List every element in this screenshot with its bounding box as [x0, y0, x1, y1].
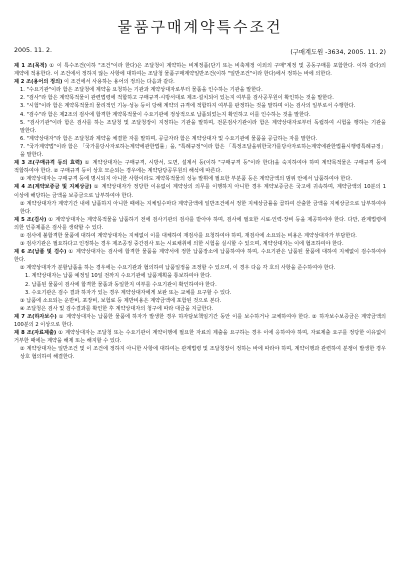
clause-paragraph	[14, 143, 386, 159]
document-revision: (구매계도원 -3634, 2005. 11. 2)	[290, 49, 386, 56]
clause-paragraph	[14, 94, 386, 102]
clause-paragraph	[14, 305, 386, 313]
article-heading: 제 1 조(목적)	[14, 63, 48, 69]
paragraph-text: 6. "계약상대자"라 함은 조달청과 계약을 체결한 자를 말하며, 공급자라 함은 계약상대자 및 수요기관에 물품을 공급하는 자를 말한다.	[20, 135, 318, 142]
paragraph-text: ② 계약상대자가 분할납품을 하는 경우에는 수요기관과 협의하여 납품일정을 조정할 수 있으며, 이 경우 다음 각 호의 사항을 준수하여야 한다.	[20, 265, 336, 272]
article-heading: 제 5 조(검사)	[14, 216, 47, 223]
clause-paragraph	[14, 111, 386, 119]
paragraph-text: 4. "검수"라 함은 제2조의 검사에 합격한 계약목적물이 수요기관에 정상적으로 납품되었는지 확인하고 이를 인수하는 것을 말한다.	[20, 111, 311, 118]
paragraph-text: ① 이 특수조건(이하 "조건"이라 한다)은 조달청이 계약하는 비계정품(단기 또는 비축계정 이외의 구매"계정 및 공동구매를 포함한다. 이하 같다)의 계약에 적용한다. 이 조건에서 정하지 않는 사항에 대하여는 조달청 물품구매계약일반조건(이하 "일반조건"이라 한다)에서 정하는 바에 의한다.	[14, 63, 386, 78]
document-date: 2005. 11. 2.	[14, 47, 53, 54]
article-paragraph	[14, 183, 386, 199]
paragraph-text: 5. "검사기관"이라 함은 검사를 하는 조달청 및 조달청장이 지정하는 기관을 말하며, 전문검사기관이라 함은 계약상대자로부터 독립하여 시험을 행하는 기관을 말한다.	[20, 119, 386, 134]
article-heading: 제 2 조(용어의 정의)	[14, 79, 63, 86]
clause-paragraph	[14, 135, 386, 143]
article-heading: 제 6 조(납품 및 검수)	[14, 249, 67, 256]
paragraph-text: ② 검사에 불합격한 물품에 대하여 계약상대자는 지체없이 이를 대체하여 재검사를 요청하여야 하며, 재검사에 소요되는 비용은 계약상대자가 부담한다.	[20, 232, 357, 239]
paragraph-text: ① 계약상대자가 정당한 이유없이 계약상의 의무를 이행하지 아니한 경우 계약보증금은 국고에 귀속하며, 계약금액의 10분의 1 이상에 해당하는 금액을 보증금으로 납부하여야 한다.	[14, 184, 386, 199]
clause-paragraph	[14, 297, 386, 305]
document-title: 물품구매계약특수조건	[117, 18, 283, 36]
clause-paragraph	[14, 240, 386, 248]
paragraph-text: ② 계약상대자는 일반조건 및 이 조건에 정하지 아니한 사항에 대하여는 관계법령 및 조달청장이 정하는 바에 따라야 하며, 계약이행과 관련하여 분쟁이 발생한 경우 상호 협의하여 해결한다.	[20, 346, 386, 361]
article-paragraph	[14, 62, 386, 78]
article-heading: 제 7 조(하자보수)	[14, 313, 57, 320]
document-body	[14, 62, 386, 361]
clause-paragraph	[14, 86, 386, 94]
clause-paragraph	[14, 289, 386, 297]
article-paragraph	[14, 159, 386, 175]
paragraph-text: ① 계약상대자는 구매규격, 시방서, 도면, 설계서 등(이하 "구매규격 등"이라 한다)을 숙지하여야 하며 계약목적물은 구매규격 등에 적합하여야 한다. ② 구매규격 등이 상호 모순되는 경우에는 계약담당공무원의 해석에 따른다.	[14, 160, 386, 175]
clause-paragraph	[14, 272, 386, 280]
clause-paragraph	[14, 175, 386, 183]
clause-paragraph	[14, 345, 386, 361]
paragraph-text: ① 계약상대자는 조달청 또는 수요기관이 계약이행에 필요한 자료의 제출을 요구하는 경우 이에 응하여야 하며, 자료제출 요구를 정당한 이유없이 거부한 때에는 계약을 해제 또는 해지할 수 있다.	[14, 330, 387, 345]
paragraph-text: 2. 납품된 물품이 검사에 합격한 물품과 동일한지 여부를 수요기관이 확인하여야 한다.	[25, 281, 217, 288]
paragraph-text: 7. "국가계약법"이라 함은 「국가를당사자로하는계약에관한법률」을, "특례규정"이라 함은 「특정조달을위한국가를당사자로하는계약에관한법률시행령특례규정」을 말한다.	[20, 143, 386, 159]
paragraph-text: ① 계약상대자는 납품한 물품에 하자가 발생한 경우 하자담보책임기간 동안 이를 보수하거나 교체하여야 한다. ② 하자보수보증금은 계약금액의 100분의 2 이상으로 한다.	[14, 313, 386, 328]
paragraph-text: ④ 조달청은 검사 및 검수결과를 확인한 후 계약상대자의 청구에 따라 대금을 지급한다.	[20, 305, 214, 312]
clause-paragraph	[14, 264, 386, 272]
paragraph-text: ③ 계약상대자는 구매규격 등에 명시되지 아니한 사항이라도 계약목적물의 성능 발휘에 필요한 부분품 등은 계약금액의 범위 안에서 납품하여야 한다.	[20, 176, 352, 183]
clause-paragraph	[14, 232, 386, 240]
paragraph-text: 2. "검사"라 함은 계약목적물이 관련법령에 적합하고 구매규격·시방서대로 제조·설치되어 있는지 여부를 검사공무원이 확인하는 것을 말한다.	[20, 95, 334, 102]
article-heading: 제 8 조(자료제출)	[14, 330, 57, 337]
paragraph-text: ③ 검사기관은 필요하다고 인정하는 경우 제조공정 중간검사 또는 시료채취에 의한 시험을 실시할 수 있으며, 계약상대자는 이에 협조하여야 한다.	[20, 241, 344, 248]
paragraph-text: 이 조건에서 사용하는 용어의 정의는 다음과 같다.	[62, 79, 175, 86]
document-meta-row	[14, 47, 386, 56]
article-heading: 제 3 조(구매규격 등의 효력)	[14, 160, 83, 167]
paragraph-text: ① 계약상대자는 검사에 합격한 물품을 계약서에 정한 납품장소에 납품하여야 하며, 수요기관은 납품된 물품에 대하여 지체없이 검수하여야 한다.	[14, 249, 386, 264]
article-paragraph	[14, 78, 386, 86]
article-paragraph	[14, 216, 386, 232]
clause-paragraph	[14, 119, 386, 135]
clause-paragraph	[14, 102, 386, 110]
paragraph-text: ② 계약상대자가 계약기간 내에 납품하지 아니한 때에는 지체일수마다 계약금액에 일반조건에서 정한 지체상금률을 곱하여 산출한 금액을 지체상금으로 납부하여야 한다.	[20, 200, 386, 215]
clause-paragraph	[14, 200, 386, 216]
article-heading: 제 4 조(계약보증금 및 지체상금)	[14, 184, 92, 191]
paragraph-text: 1. "수요기관"이라 함은 조달청에 계약을 요청하는 기관과 계약상대자로부터 물품을 인수하는 기관을 말한다.	[20, 87, 263, 94]
paragraph-text: 3. "시험"이라 함은 계약목적물의 물리적인 기능·성능 등이 당해 계약의 규격에 적합하지 여부를 판정하는 것을 말하며 이는 검사의 일부로서 수행한다.	[20, 103, 356, 110]
paragraph-text: 1. 계약상대자는 납품 예정일 10일 전까지 수요기관에 납품계획을 통보하여야 한다.	[25, 273, 212, 280]
article-paragraph	[14, 313, 386, 329]
article-paragraph	[14, 248, 386, 264]
article-paragraph	[14, 329, 386, 345]
paragraph-text: ③ 납품에 소요되는 운반비, 포장비, 보험료 등 제반비용은 계약금액에 포함된 것으로 본다.	[20, 297, 222, 304]
clause-paragraph	[14, 281, 386, 289]
paragraph-text: 3. 수요기관은 검수 결과 하자가 있는 경우 계약상대자에게 보완 또는 교체를 요구할 수 있다.	[25, 289, 232, 296]
paragraph-text: ① 계약상대자는 계약목적물을 납품하기 전에 검사기관의 검사를 받아야 하며, 검사에 필요한 시료·인력·장비 등을 제공하여야 한다. 다만, 관계법령에 의한 인증제품은 검사를 생략할 수 있다.	[14, 216, 387, 231]
